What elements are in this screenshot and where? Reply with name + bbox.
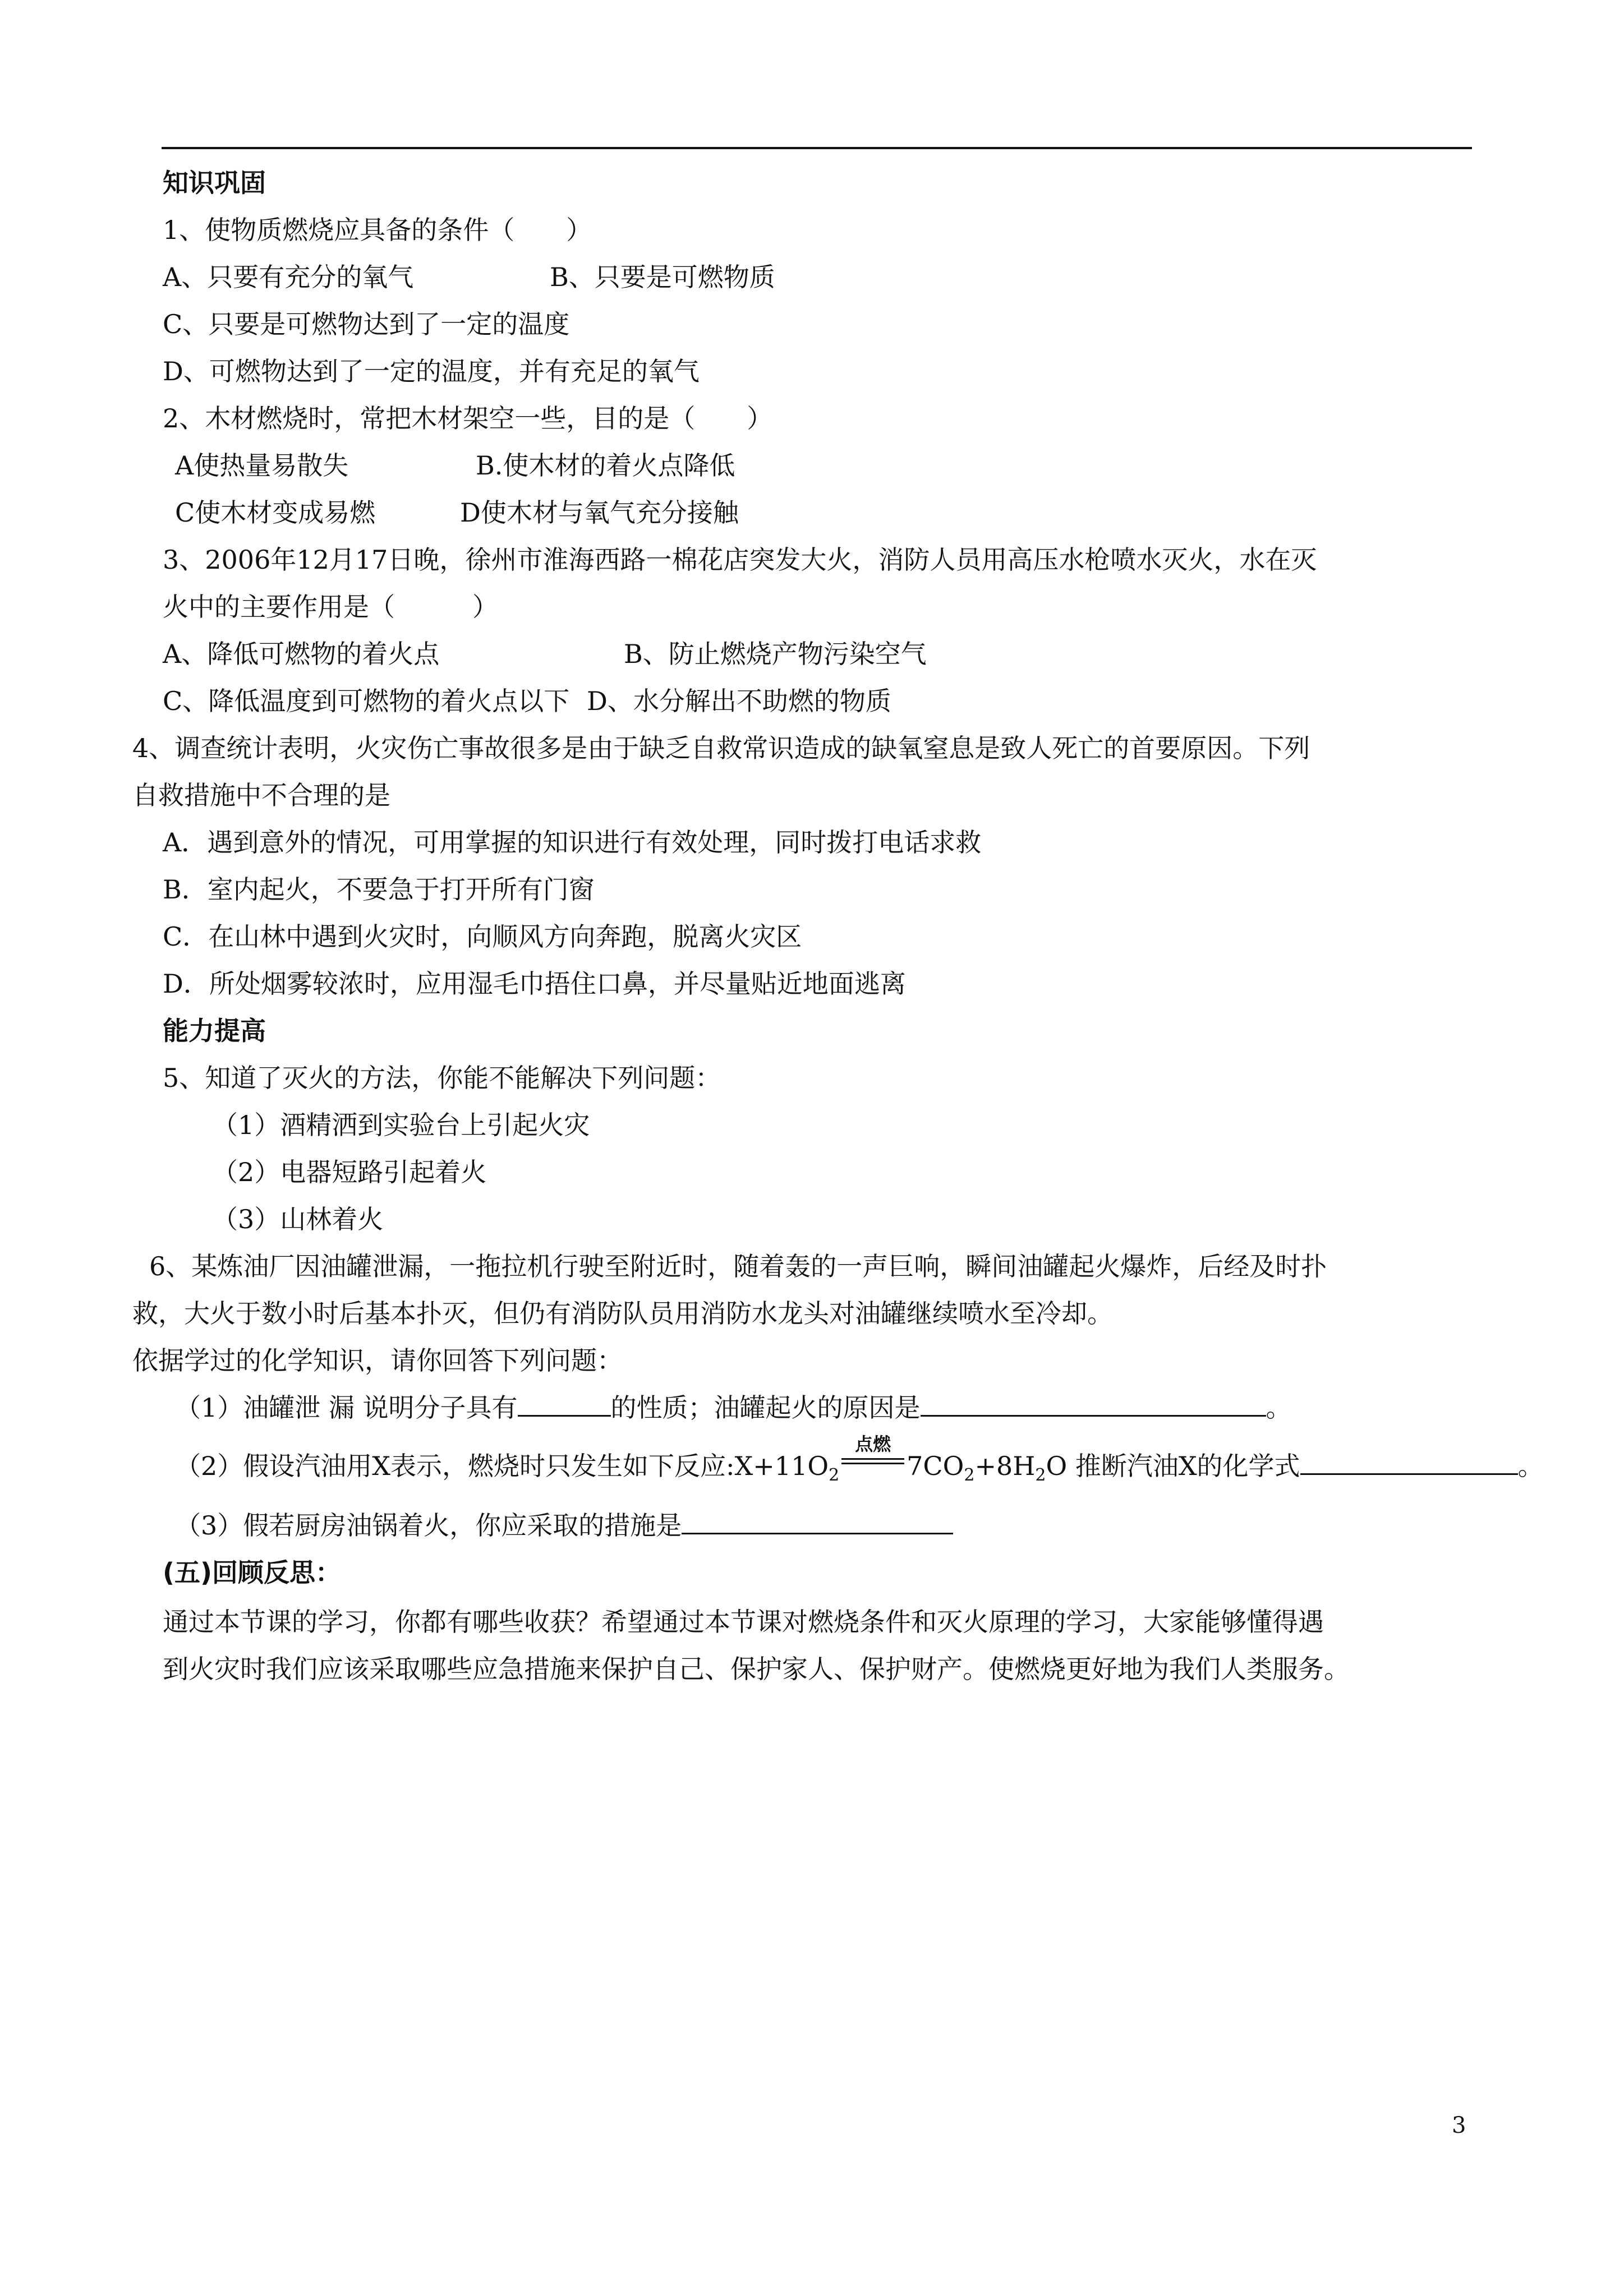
- equation-left-subscript: 2: [829, 1465, 840, 1486]
- section-heading-knowledge: 知识巩固: [163, 168, 266, 198]
- question-3-option-c: C、降低温度到可燃物的着火点以下: [163, 686, 570, 716]
- question-6-sub-1-end: 。: [1266, 1393, 1292, 1423]
- question-4-option-a: A．遇到意外的情况，可用掌握的知识进行有效处理，同时拨打电话求救: [163, 827, 982, 857]
- question-6-stem-line2: 救，大火于数小时后基本扑灭，但仍有消防队员用消防水龙头对油罐继续喷水至冷却。: [132, 1298, 1113, 1329]
- equation-right-co2-subscript: 2: [964, 1465, 975, 1486]
- question-2-option-c: C使木材变成易燃: [175, 497, 376, 528]
- question-6-sub-3-text: （3）假若厨房油锅着火，你应采取的措施是: [175, 1510, 682, 1541]
- question-2-option-b: B.使木材的着火点降低: [476, 450, 735, 481]
- question-3-stem-line2: 火中的主要作用是（ ）: [163, 592, 498, 622]
- question-1-option-c: C、只要是可燃物达到了一定的温度: [163, 309, 570, 339]
- answer-blank-formula[interactable]: [1300, 1451, 1518, 1475]
- answer-blank-property[interactable]: [518, 1393, 611, 1417]
- question-6-stem-line1: 6、某炼油厂因油罐泄漏，一拖拉机行驶至附近时，随着轰的一声巨响，瞬间油罐起火爆炸，后经及时扑: [149, 1251, 1327, 1281]
- question-6-sub-2-text-b: 推断汽油X的化学式: [1075, 1451, 1300, 1481]
- question-6-sub-1-text-b: 的性质；油罐起火的原因是: [610, 1393, 921, 1423]
- equation-left: X+11O: [734, 1451, 829, 1481]
- question-1-stem: 1、使物质燃烧应具备的条件（ ）: [163, 215, 592, 245]
- page-number: 3: [1452, 2113, 1466, 2138]
- question-4-option-d: D．所处烟雾较浓时，应用湿毛巾捂住口鼻，并尽量贴近地面逃离: [163, 969, 906, 999]
- question-6-sub-2: [175, 1433, 1544, 1486]
- question-5-item-2: （2）电器短路引起着火: [212, 1157, 487, 1187]
- question-4-option-c: C．在山林中遇到火灾时，向顺风方向奔跑，脱离火灾区: [163, 921, 802, 952]
- question-6-sub-2-text-a: （2）假设汽油用X表示，燃烧时只发生如下反应:: [175, 1451, 735, 1481]
- question-6-sub-1-text-a: （1）油罐泄 漏 说明分子具有: [175, 1393, 518, 1423]
- question-6-sub-2-end: 。: [1517, 1451, 1544, 1481]
- question-4-stem-line1: 4、调查统计表明，火灾伤亡事故很多是由于缺乏自救常识造成的缺氧窒息是致人死亡的首要原因。下列: [132, 733, 1310, 763]
- question-4-stem-line2: 自救措施中不合理的是: [132, 780, 390, 810]
- answer-blank-measure[interactable]: [682, 1510, 953, 1534]
- question-3-option-b: B、防止燃烧产物污染空气: [624, 639, 927, 669]
- reaction-condition: 点燃: [855, 1433, 891, 1455]
- question-6-sub-1: [175, 1392, 1292, 1423]
- question-2-option-a: A使热量易散失: [175, 450, 349, 481]
- question-5-item-1: （1）酒精洒到实验台上引起火灾: [212, 1110, 590, 1140]
- question-1-option-a: A、只要有充分的氧气: [163, 262, 414, 292]
- question-6-sub-3: [175, 1510, 953, 1541]
- section-heading-review: (五)回顾反思：: [163, 1557, 342, 1588]
- question-2-option-d: D使木材与氧气充分接触: [460, 497, 739, 528]
- equation-right-h2o: +8H: [974, 1451, 1036, 1481]
- question-1-option-d: D、可燃物达到了一定的温度，并有充足的氧气: [163, 356, 700, 386]
- question-3-option-a: A、降低可燃物的着火点: [163, 639, 440, 669]
- section-heading-ability: 能力提高: [163, 1016, 266, 1046]
- question-3-option-d: D、水分解出不助燃的物质: [587, 686, 891, 716]
- reaction-arrow: [841, 1433, 904, 1475]
- equation-right-co2: 7CO: [907, 1451, 964, 1481]
- equation-right-o: O: [1046, 1451, 1068, 1481]
- review-paragraph-line1: 通过本节课的学习，你都有哪些收获？希望通过本节课对燃烧条件和灭火原理的学习，大家能够懂得遇: [163, 1607, 1324, 1637]
- equation-right-h2o-subscript: 2: [1035, 1465, 1046, 1486]
- question-4-option-b: B．室内起火，不要急于打开所有门窗: [163, 874, 595, 905]
- question-2-stem: 2、木材燃烧时，常把木材架空一些，目的是（ ）: [163, 403, 773, 434]
- question-6-intro: 依据学过的化学知识，请你回答下列问题：: [132, 1345, 623, 1376]
- question-1-option-b: B、只要是可燃物质: [550, 262, 775, 292]
- review-paragraph-line2: 到火灾时我们应该采取哪些应急措施来保护自己、保护家人、保护财产。使燃烧更好地为我们人类服务。: [163, 1654, 1350, 1684]
- question-5-stem: 5、知道了灭火的方法，你能不能解决下列问题：: [163, 1063, 721, 1093]
- question-3-stem-line1: 3、2006年12月17日晚，徐州市淮海西路一棉花店突发大火，消防人员用高压水枪喷水灭火，水在灭: [163, 545, 1317, 575]
- answer-blank-ignition-cause[interactable]: [921, 1393, 1266, 1417]
- header-rule: [162, 147, 1472, 149]
- question-5-item-3: （3）山林着火: [212, 1204, 384, 1234]
